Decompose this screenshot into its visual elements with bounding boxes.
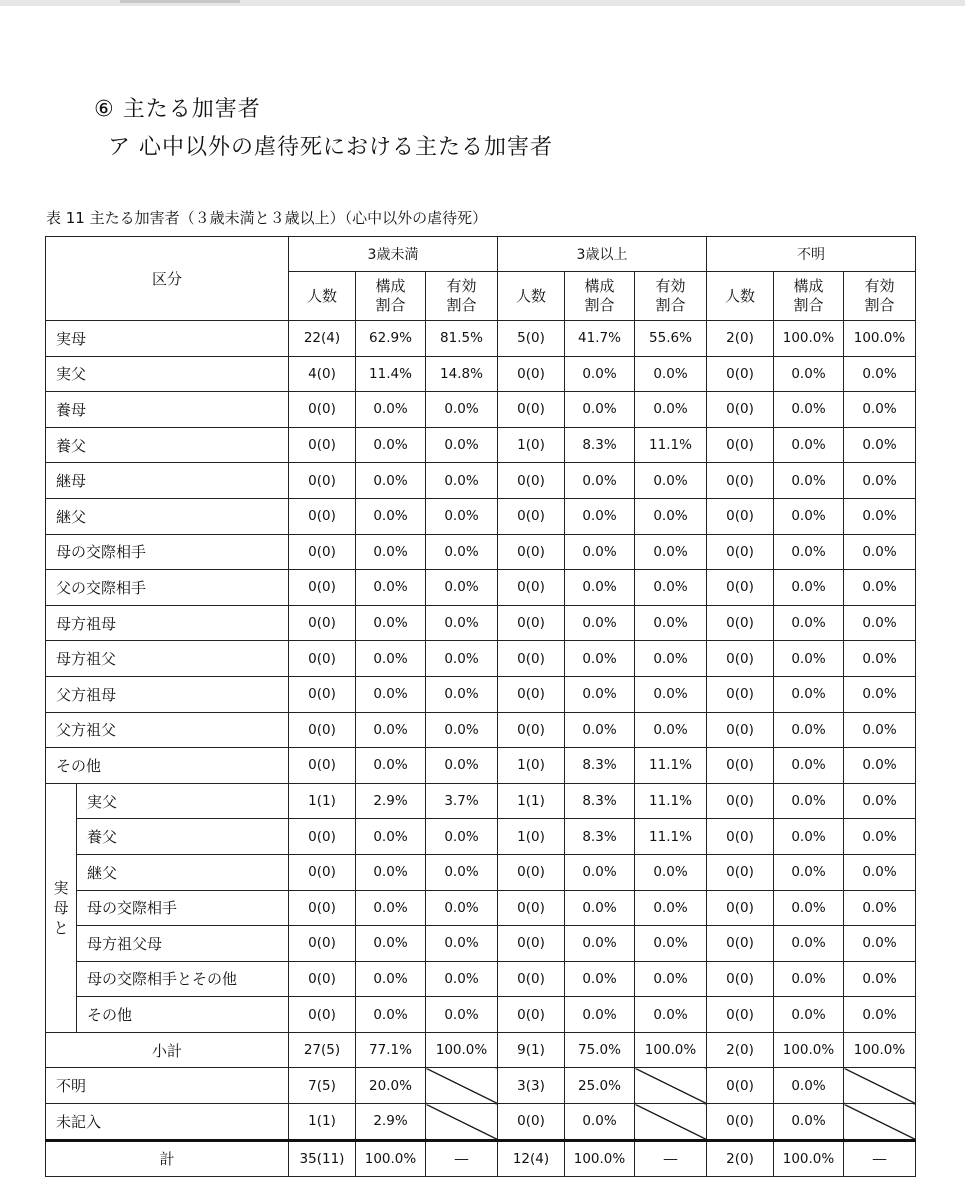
- value-cell: 0(0): [289, 498, 356, 534]
- value-cell: 0(0): [707, 1068, 774, 1104]
- sub-heading: ア 心中以外の虐待死における主たる加害者: [108, 135, 553, 160]
- metric-header-line: 構成: [793, 277, 824, 295]
- value-cell: 75.0%: [565, 1032, 635, 1068]
- value-cell: 1(0): [498, 427, 565, 463]
- metric-header-line: 人数: [515, 286, 546, 305]
- value-cell: 0(0): [289, 605, 356, 641]
- value-cell: 0(0): [289, 854, 356, 890]
- value-cell: 0.0%: [426, 961, 498, 997]
- value-cell: 0.0%: [426, 463, 498, 499]
- value-cell: 0(0): [498, 605, 565, 641]
- table-row: [46, 534, 916, 570]
- value-cell: 7(5): [289, 1068, 356, 1104]
- value-cell: 0.0%: [356, 427, 426, 463]
- value-cell: 0(0): [498, 392, 565, 428]
- value-cell: 0(0): [707, 641, 774, 677]
- value-cell: ―: [635, 1140, 707, 1177]
- row-label: 継母: [46, 463, 289, 499]
- value-cell: 0.0%: [774, 676, 844, 712]
- row-label: 養父: [77, 819, 289, 855]
- row-label: 父方祖母: [46, 676, 289, 712]
- value-cell: 0(0): [498, 1104, 565, 1141]
- table-row: [46, 605, 916, 641]
- category-header: 区分: [46, 237, 289, 321]
- value-cell: 0(0): [289, 961, 356, 997]
- value-cell: 0(0): [707, 748, 774, 784]
- value-cell: 0.0%: [356, 605, 426, 641]
- value-cell: 0.0%: [356, 463, 426, 499]
- metric-header-line: 有効: [864, 277, 895, 295]
- value-cell: 0(0): [707, 926, 774, 962]
- value-cell: 0(0): [498, 356, 565, 392]
- age-group-header-under3: 3歳未満: [289, 237, 498, 272]
- perpetrator-table: [45, 236, 916, 1177]
- metric-header-line: 構成: [375, 277, 406, 295]
- value-cell: 22(4): [289, 321, 356, 357]
- value-cell: 0.0%: [356, 854, 426, 890]
- value-cell: 11.4%: [356, 356, 426, 392]
- value-cell: 0.0%: [426, 854, 498, 890]
- value-cell: 0.0%: [426, 748, 498, 784]
- table-row: [46, 321, 916, 357]
- value-cell: 0.0%: [635, 498, 707, 534]
- not-applicable-cell: [426, 1104, 498, 1141]
- metric-header-line: 割合: [864, 296, 895, 314]
- value-cell: 0.0%: [426, 570, 498, 606]
- value-cell: 11.1%: [635, 783, 707, 819]
- value-cell: 0(0): [289, 712, 356, 748]
- value-cell: 0(0): [289, 819, 356, 855]
- value-cell: 0.0%: [565, 712, 635, 748]
- value-cell: 0.0%: [844, 997, 916, 1033]
- value-cell: 0.0%: [774, 890, 844, 926]
- value-cell: 0(0): [707, 392, 774, 428]
- value-cell: 2(0): [707, 321, 774, 357]
- row-label: 養父: [46, 427, 289, 463]
- value-cell: 0(0): [707, 356, 774, 392]
- row-label: 母方祖父母: [77, 926, 289, 962]
- value-cell: 0.0%: [774, 534, 844, 570]
- value-cell: 35(11): [289, 1140, 356, 1177]
- value-cell: 0.0%: [565, 997, 635, 1033]
- value-cell: 0.0%: [844, 463, 916, 499]
- value-cell: 0.0%: [844, 676, 916, 712]
- metric-header-line: 人数: [724, 286, 755, 305]
- value-cell: 0.0%: [774, 570, 844, 606]
- value-cell: 0.0%: [426, 890, 498, 926]
- age-group-header-unknown: 不明: [707, 237, 916, 272]
- not-applicable-cell: [635, 1104, 707, 1141]
- metric-header-valid: [635, 272, 707, 321]
- table-row: [46, 641, 916, 677]
- value-cell: 0(0): [707, 1104, 774, 1141]
- value-cell: 0.0%: [565, 961, 635, 997]
- table-row: [46, 570, 916, 606]
- value-cell: 0(0): [289, 463, 356, 499]
- value-cell: 0(0): [289, 641, 356, 677]
- group-row: [46, 926, 916, 962]
- value-cell: 0(0): [707, 463, 774, 499]
- value-cell: 0.0%: [565, 498, 635, 534]
- value-cell: 0.0%: [774, 356, 844, 392]
- value-cell: 0(0): [498, 676, 565, 712]
- row-label: 母方祖父: [46, 641, 289, 677]
- value-cell: 0.0%: [844, 498, 916, 534]
- unknown-row: [46, 1068, 916, 1104]
- value-cell: 0(0): [707, 961, 774, 997]
- age-group-header-3plus: 3歳以上: [498, 237, 707, 272]
- value-cell: ―: [844, 1140, 916, 1177]
- value-cell: 0(0): [707, 498, 774, 534]
- metric-header-people: [289, 272, 356, 321]
- page-top-edge-shadow: [120, 0, 240, 3]
- value-cell: 1(1): [289, 1104, 356, 1141]
- value-cell: 0.0%: [565, 926, 635, 962]
- value-cell: 0.0%: [844, 712, 916, 748]
- value-cell: 0(0): [498, 926, 565, 962]
- value-cell: 0.0%: [844, 534, 916, 570]
- value-cell: 12(4): [498, 1140, 565, 1177]
- value-cell: 0.0%: [844, 819, 916, 855]
- value-cell: 1(0): [498, 748, 565, 784]
- value-cell: 0.0%: [426, 676, 498, 712]
- total-row: [46, 1140, 916, 1177]
- value-cell: 0(0): [289, 676, 356, 712]
- value-cell: 5(0): [498, 321, 565, 357]
- group-row: [46, 819, 916, 855]
- value-cell: 0(0): [707, 783, 774, 819]
- value-cell: 55.6%: [635, 321, 707, 357]
- value-cell: 8.3%: [565, 819, 635, 855]
- not-applicable-cell: [426, 1068, 498, 1104]
- value-cell: 0.0%: [565, 854, 635, 890]
- value-cell: 0.0%: [774, 463, 844, 499]
- value-cell: 0.0%: [565, 356, 635, 392]
- value-cell: 0.0%: [635, 641, 707, 677]
- value-cell: 0(0): [498, 570, 565, 606]
- value-cell: 0(0): [498, 641, 565, 677]
- value-cell: 0.0%: [774, 1068, 844, 1104]
- value-cell: 0.0%: [426, 534, 498, 570]
- group-row: [46, 783, 916, 819]
- value-cell: 0.0%: [844, 926, 916, 962]
- value-cell: 0(0): [498, 854, 565, 890]
- value-cell: 0(0): [498, 890, 565, 926]
- not-applicable-cell: [635, 1068, 707, 1104]
- value-cell: 11.1%: [635, 748, 707, 784]
- row-label: 母の交際相手とその他: [77, 961, 289, 997]
- value-cell: 0(0): [289, 926, 356, 962]
- value-cell: 4(0): [289, 356, 356, 392]
- metric-header-ratio: [565, 272, 635, 321]
- value-cell: 0.0%: [635, 570, 707, 606]
- group-row: [46, 890, 916, 926]
- group-row: [46, 961, 916, 997]
- value-cell: 0.0%: [426, 712, 498, 748]
- unrecorded-row: [46, 1104, 916, 1141]
- metric-header-people: [707, 272, 774, 321]
- value-cell: 0.0%: [774, 392, 844, 428]
- metric-header-ratio: [774, 272, 844, 321]
- value-cell: 100.0%: [356, 1140, 426, 1177]
- value-cell: 0.0%: [356, 997, 426, 1033]
- value-cell: 0.0%: [774, 748, 844, 784]
- value-cell: 0(0): [289, 748, 356, 784]
- value-cell: 1(0): [498, 819, 565, 855]
- value-cell: 0.0%: [635, 854, 707, 890]
- value-cell: 100.0%: [635, 1032, 707, 1068]
- value-cell: 0(0): [498, 498, 565, 534]
- value-cell: 0.0%: [635, 926, 707, 962]
- value-cell: 0.0%: [774, 1104, 844, 1141]
- metric-header-ratio: [356, 272, 426, 321]
- value-cell: 0(0): [289, 392, 356, 428]
- value-cell: 0.0%: [635, 463, 707, 499]
- value-cell: 9(1): [498, 1032, 565, 1068]
- row-label: その他: [77, 997, 289, 1033]
- value-cell: 0.0%: [565, 605, 635, 641]
- value-cell: 0(0): [707, 890, 774, 926]
- value-cell: 0(0): [289, 534, 356, 570]
- value-cell: 8.3%: [565, 427, 635, 463]
- value-cell: 0.0%: [565, 676, 635, 712]
- group-row: [46, 854, 916, 890]
- value-cell: 0.0%: [426, 819, 498, 855]
- row-label: 実父: [77, 783, 289, 819]
- value-cell: 0.0%: [426, 641, 498, 677]
- value-cell: 0.0%: [635, 997, 707, 1033]
- value-cell: 0(0): [707, 854, 774, 890]
- value-cell: 0.0%: [356, 641, 426, 677]
- table-row: [46, 427, 916, 463]
- metric-header-valid: [844, 272, 916, 321]
- row-label: 母の交際相手: [77, 890, 289, 926]
- value-cell: 0(0): [707, 819, 774, 855]
- value-cell: 0.0%: [356, 534, 426, 570]
- value-cell: 0(0): [289, 570, 356, 606]
- value-cell: 0.0%: [844, 427, 916, 463]
- table-row: [46, 392, 916, 428]
- value-cell: 3(3): [498, 1068, 565, 1104]
- value-cell: 0.0%: [844, 392, 916, 428]
- value-cell: 0.0%: [774, 783, 844, 819]
- value-cell: 0.0%: [844, 748, 916, 784]
- value-cell: 41.7%: [565, 321, 635, 357]
- subtotal-row: [46, 1032, 916, 1068]
- value-cell: 0.0%: [356, 748, 426, 784]
- value-cell: 100.0%: [844, 1032, 916, 1068]
- value-cell: 0.0%: [844, 641, 916, 677]
- table-row: [46, 676, 916, 712]
- value-cell: 100.0%: [426, 1032, 498, 1068]
- value-cell: 0(0): [707, 712, 774, 748]
- value-cell: 0.0%: [774, 819, 844, 855]
- row-label: 実父: [46, 356, 289, 392]
- metric-header-people: [498, 272, 565, 321]
- value-cell: 0.0%: [565, 570, 635, 606]
- value-cell: 0.0%: [565, 1104, 635, 1141]
- value-cell: 0.0%: [426, 926, 498, 962]
- value-cell: 1(1): [498, 783, 565, 819]
- value-cell: 2.9%: [356, 783, 426, 819]
- row-label: 父の交際相手: [46, 570, 289, 606]
- metric-header-line: 人数: [306, 286, 337, 305]
- metric-header-line: 割合: [584, 296, 615, 314]
- metric-header-line: 有効: [655, 277, 686, 295]
- metric-header-line: 割合: [655, 296, 686, 314]
- value-cell: 0(0): [707, 997, 774, 1033]
- value-cell: 0.0%: [844, 854, 916, 890]
- table-row: [46, 463, 916, 499]
- value-cell: 11.1%: [635, 427, 707, 463]
- value-cell: 0.0%: [356, 570, 426, 606]
- value-cell: 100.0%: [774, 321, 844, 357]
- value-cell: 0(0): [498, 463, 565, 499]
- value-cell: 8.3%: [565, 748, 635, 784]
- value-cell: 0(0): [289, 997, 356, 1033]
- value-cell: 0(0): [289, 890, 356, 926]
- value-cell: 0.0%: [774, 498, 844, 534]
- row-label: 継父: [46, 498, 289, 534]
- value-cell: 0.0%: [844, 356, 916, 392]
- row-label: 母方祖母: [46, 605, 289, 641]
- value-cell: 8.3%: [565, 783, 635, 819]
- value-cell: 0.0%: [774, 926, 844, 962]
- value-cell: 0.0%: [774, 961, 844, 997]
- table-row: [46, 712, 916, 748]
- value-cell: 0.0%: [565, 890, 635, 926]
- value-cell: 0.0%: [356, 392, 426, 428]
- header-row-age-groups: [46, 237, 916, 272]
- value-cell: 11.1%: [635, 819, 707, 855]
- value-cell: 100.0%: [844, 321, 916, 357]
- value-cell: 0.0%: [635, 392, 707, 428]
- value-cell: 0(0): [707, 427, 774, 463]
- not-applicable-cell: [844, 1068, 916, 1104]
- row-label: 養母: [46, 392, 289, 428]
- table-caption: 表 11 主たる加害者（３歳未満と３歳以上）（心中以外の虐待死）: [46, 209, 488, 227]
- row-label: その他: [46, 748, 289, 784]
- value-cell: 0.0%: [356, 961, 426, 997]
- value-cell: 0(0): [707, 605, 774, 641]
- value-cell: 0.0%: [356, 926, 426, 962]
- value-cell: 0(0): [498, 712, 565, 748]
- value-cell: 14.8%: [426, 356, 498, 392]
- value-cell: 0.0%: [844, 605, 916, 641]
- value-cell: 0.0%: [635, 676, 707, 712]
- value-cell: 0(0): [707, 570, 774, 606]
- value-cell: 100.0%: [774, 1140, 844, 1177]
- row-label: 父方祖父: [46, 712, 289, 748]
- value-cell: 0.0%: [844, 961, 916, 997]
- value-cell: 0.0%: [635, 605, 707, 641]
- section-heading: ⑥ 主たる加害者: [94, 97, 261, 122]
- value-cell: 62.9%: [356, 321, 426, 357]
- value-cell: 0.0%: [774, 854, 844, 890]
- value-cell: 0.0%: [774, 641, 844, 677]
- value-cell: 0.0%: [565, 641, 635, 677]
- value-cell: 0.0%: [635, 961, 707, 997]
- value-cell: 0.0%: [844, 783, 916, 819]
- value-cell: 0.0%: [844, 570, 916, 606]
- row-label: 母の交際相手: [46, 534, 289, 570]
- value-cell: 81.5%: [426, 321, 498, 357]
- not-applicable-cell: [844, 1104, 916, 1141]
- value-cell: 0(0): [498, 534, 565, 570]
- value-cell: 0.0%: [426, 498, 498, 534]
- row-label: 計: [46, 1140, 289, 1177]
- value-cell: 0.0%: [356, 676, 426, 712]
- value-cell: 0.0%: [356, 890, 426, 926]
- value-cell: 0.0%: [426, 605, 498, 641]
- value-cell: 0.0%: [356, 819, 426, 855]
- value-cell: 20.0%: [356, 1068, 426, 1104]
- group-row: [46, 997, 916, 1033]
- value-cell: 100.0%: [774, 1032, 844, 1068]
- value-cell: 0.0%: [635, 890, 707, 926]
- value-cell: 0.0%: [356, 712, 426, 748]
- value-cell: 1(1): [289, 783, 356, 819]
- value-cell: 0.0%: [635, 712, 707, 748]
- value-cell: 2(0): [707, 1140, 774, 1177]
- value-cell: 0.0%: [844, 890, 916, 926]
- value-cell: 0.0%: [565, 463, 635, 499]
- row-label: 小計: [46, 1032, 289, 1068]
- value-cell: 3.7%: [426, 783, 498, 819]
- value-cell: 0(0): [498, 961, 565, 997]
- value-cell: 0(0): [289, 427, 356, 463]
- value-cell: 2.9%: [356, 1104, 426, 1141]
- value-cell: 0.0%: [565, 392, 635, 428]
- value-cell: 0(0): [707, 534, 774, 570]
- metric-header-line: 構成: [584, 277, 615, 295]
- value-cell: 0.0%: [426, 997, 498, 1033]
- value-cell: 100.0%: [565, 1140, 635, 1177]
- value-cell: 0.0%: [635, 356, 707, 392]
- table-row: [46, 356, 916, 392]
- table-row: [46, 498, 916, 534]
- value-cell: 0.0%: [774, 605, 844, 641]
- table-row: [46, 748, 916, 784]
- value-cell: 0.0%: [565, 534, 635, 570]
- value-cell: 0.0%: [426, 427, 498, 463]
- metric-header-line: 割合: [793, 296, 824, 314]
- value-cell: 0(0): [498, 997, 565, 1033]
- value-cell: 0.0%: [426, 392, 498, 428]
- value-cell: ―: [426, 1140, 498, 1177]
- value-cell: 25.0%: [565, 1068, 635, 1104]
- value-cell: 0(0): [707, 676, 774, 712]
- group-label-with-birth-mother: 実 母 と: [46, 783, 77, 1032]
- row-label: 不明: [46, 1068, 289, 1104]
- value-cell: 0.0%: [774, 712, 844, 748]
- metric-header-valid: [426, 272, 498, 321]
- metric-header-line: 割合: [375, 296, 406, 314]
- value-cell: 0.0%: [774, 427, 844, 463]
- metric-header-line: 有効: [446, 277, 477, 295]
- value-cell: 2(0): [707, 1032, 774, 1068]
- row-label: 未記入: [46, 1104, 289, 1141]
- metric-header-line: 割合: [446, 296, 477, 314]
- value-cell: 0.0%: [356, 498, 426, 534]
- value-cell: 0.0%: [635, 534, 707, 570]
- row-label: 実母: [46, 321, 289, 357]
- row-label: 継父: [77, 854, 289, 890]
- value-cell: 27(5): [289, 1032, 356, 1068]
- value-cell: 0.0%: [774, 997, 844, 1033]
- value-cell: 77.1%: [356, 1032, 426, 1068]
